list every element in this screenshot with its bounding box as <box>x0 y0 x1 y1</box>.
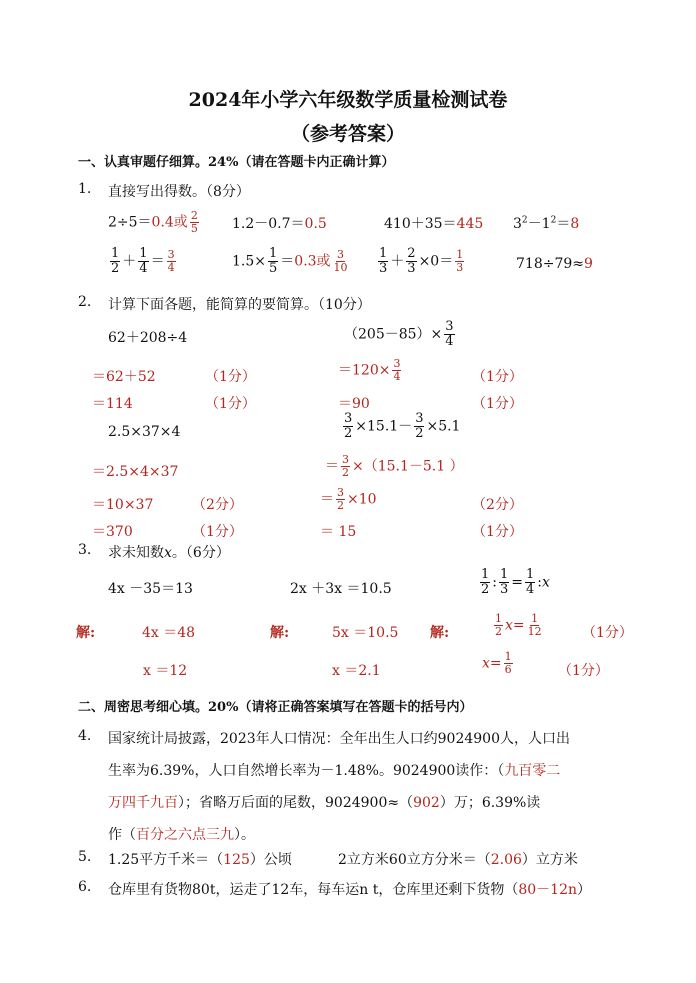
q5-text: 1.25平方千米＝（125）公顷 <box>108 852 292 868</box>
q2-p3-step3: ＝370 <box>92 524 133 540</box>
q3-e2-step1: 5x ＝10.5 <box>332 625 399 641</box>
q2-p3-mark2: （2分） <box>192 497 243 513</box>
q3-e1-step2: x ＝12 <box>143 663 188 679</box>
q5-text2: 2立方米60立方分米＝（2.06）立方米 <box>338 852 578 868</box>
q4-line2: 生率为6.39%，人口自然增长率为－1.48%。9024900读作：（九百零二 <box>108 763 561 779</box>
fraction: $\frac{2}{5}$ <box>190 209 198 235</box>
q3-e3-jie: 解: <box>430 625 450 641</box>
q1-expr4: $3^2-1^2=8$ <box>513 215 580 232</box>
q2-p4-step1: ＝ $\frac{3}{2}$ ×（15.1－5.1 ） <box>325 453 464 479</box>
q3-e2-question: 2x ＋3x ＝10.5 <box>290 581 392 597</box>
q2-p3-step1: ＝2.5×4×37 <box>92 464 179 480</box>
q2-p4-step3: ＝ 15 <box>320 524 357 540</box>
q3-e3-mark2: （1分） <box>558 663 609 679</box>
q2-p4-mark2: （2分） <box>472 497 523 513</box>
page-subtitle: （参考答案） <box>290 123 405 145</box>
q2-p1-step2: ＝114 <box>92 396 133 412</box>
q2-p1-step1: ＝62＋52 <box>92 369 156 385</box>
q2-number: 2. <box>78 294 92 310</box>
q1-expr8: 718÷79≈9 <box>516 256 593 272</box>
q2-p3-step2: ＝10×37 <box>92 497 154 513</box>
q2-p4-step2: ＝ $\frac{3}{2}$ ×10 <box>320 486 377 512</box>
q3-e3-mark1: （1分） <box>582 625 633 641</box>
q2-p4-question: $\frac{3}{2}$ ×15.1－ $\frac{3}{2}$ ×5.1 <box>344 411 461 441</box>
q2-p2-mark2: （1分） <box>472 396 523 412</box>
q2-p4-mark3: （1分） <box>472 524 523 540</box>
q2-p3-question: 2.5×37×4 <box>108 424 181 440</box>
q1-label: 直接写出得数。（8分） <box>108 184 250 200</box>
q1-number: 1. <box>78 181 92 197</box>
q2-p2-question: （205－85）× $\frac{3}{4}$ <box>344 319 454 349</box>
q6-number: 6. <box>78 879 92 895</box>
q4-line4: 作（百分之六点三九）。 <box>108 827 255 843</box>
q2-p1-mark2: （1分） <box>205 396 256 412</box>
q3-e1-jie: 解: <box>76 625 96 641</box>
q3-e2-jie: 解: <box>270 625 290 641</box>
q4-line3: 万四千九百）；省略万后面的尾数，9024900≈（902）万；6.39%读 <box>108 795 541 811</box>
q2-label: 计算下面各题，能简算的要简算。（10分） <box>108 297 371 313</box>
q2-p2-step2: ＝90 <box>338 396 370 412</box>
q3-e3-step1: $\frac{1}{2}$ x= $\frac{1}{12}$ <box>495 612 542 638</box>
q5-number: 5. <box>78 849 92 865</box>
q3-e1-question: 4x －35＝13 <box>108 581 193 597</box>
q2-p2-step1: ＝120× $\frac{3}{4}$ <box>338 357 401 383</box>
q1-expr2: 1.2－0.7＝0.5 <box>232 216 327 232</box>
q1-expr1: 2÷5＝0.4或 $\frac{2}{5}$ <box>108 209 198 235</box>
q1-expr3: 410＋35＝445 <box>384 216 484 232</box>
q2-p2-mark1: （1分） <box>472 369 523 385</box>
q2-p3-mark3: （1分） <box>192 524 243 540</box>
section2-heading: 二、周密思考细心填。20%（请将正确答案填写在答题卡的括号内） <box>78 700 473 715</box>
q6-text: 仓库里有货物80t，运走了12车，每车运n t，仓库里还剩下货物（80－12n） <box>108 882 592 898</box>
q3-label: 求未知数x。（6分） <box>108 545 230 561</box>
q2-p1-mark1: （1分） <box>205 369 256 385</box>
q4-line1: 国家统计局披露，2023年人口情况：全年出生人口约9024900人，人口出 <box>108 731 570 747</box>
q3-e3-question: $\frac{1}{2}$ : $\frac{1}{3}$ = $\frac{1}{4}$ :x <box>481 567 550 597</box>
q1-expr6: 1.5× $\frac{1}{5}$ ＝0.3或 $\frac{3}{10}$ <box>232 246 348 276</box>
section1-heading: 一、认真审题仔细算。24%（请在答题卡内正确计算） <box>78 155 395 170</box>
q3-number: 3. <box>78 542 92 558</box>
q2-p1-question: 62＋208÷4 <box>108 330 188 346</box>
page-title: 2024年小学六年级数学质量检测试卷 <box>188 89 508 111</box>
q4-number: 4. <box>78 728 92 744</box>
q3-e1-step1: 4x ＝48 <box>142 625 196 641</box>
q3-e3-step2: x= $\frac{1}{6}$ <box>482 650 512 676</box>
q1-expr7: $\frac{1}{3}$ ＋ $\frac{2}{3}$ ×0＝ $\frac{1}{3}$ <box>379 246 464 276</box>
q1-expr5: $\frac{1}{2}$ ＋ $\frac{1}{4}$ ＝ $\frac{3}{4}$ <box>111 246 175 276</box>
q3-e2-step2: x ＝2.1 <box>332 663 381 679</box>
